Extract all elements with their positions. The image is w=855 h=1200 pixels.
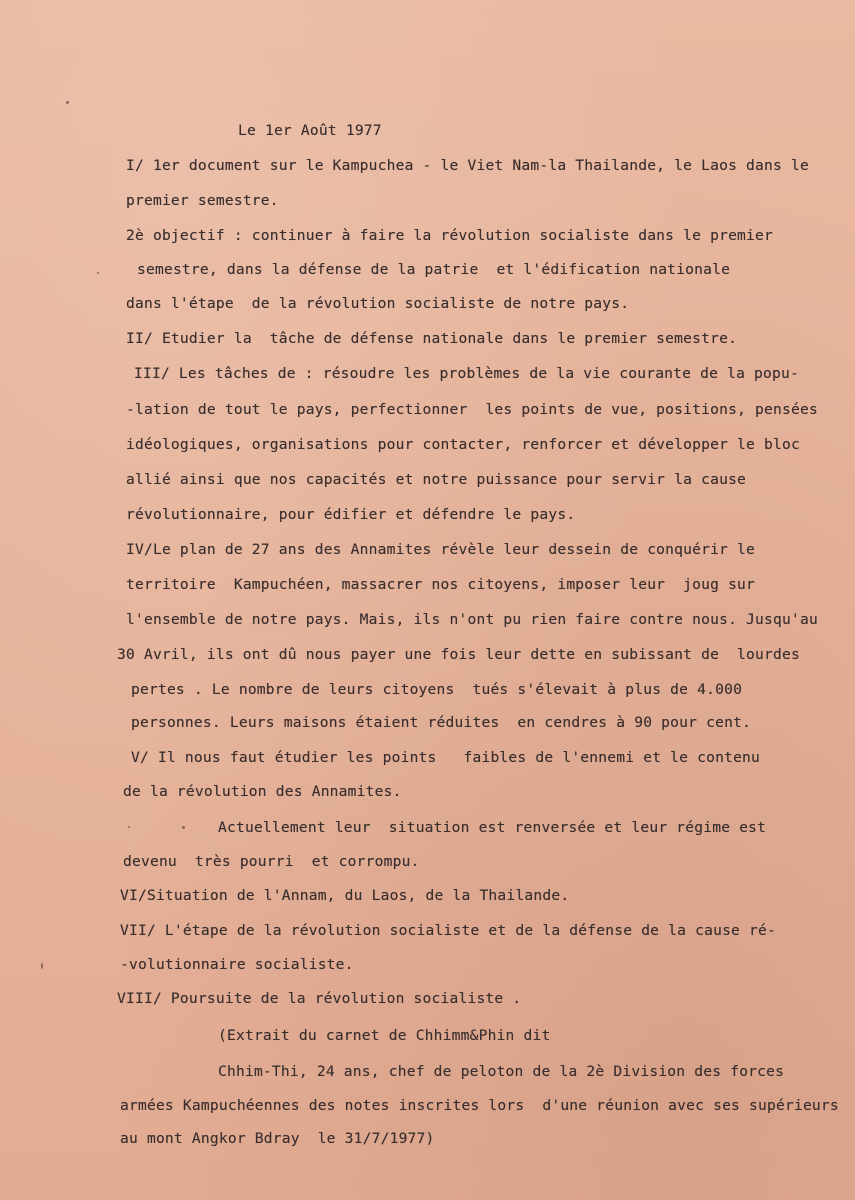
text-line: révolutionnaire, pour édifier et défendre le pays. [126,506,576,523]
text-line: personnes. Leurs maisons étaient réduites en cendres à 90 pour cent. [131,714,752,731]
paper-speck [66,101,69,104]
text-line: premier semestre. [126,192,279,209]
text-line: VIII/ Poursuite de la révolution socialiste . [117,990,522,1007]
text-line: VI/Situation de l'Annam, du Laos, de la Thailande. [120,887,570,904]
text-line: II/ Etudier la tâche de défense nationale dans le premier semestre. [126,330,738,347]
text-line: 30 Avril, ils ont dû nous payer une fois leur dette en subissant de lourdes [117,646,800,663]
text-line: pertes . Le nombre de leurs citoyens tués s'élevait à plus de 4.000 [131,681,743,698]
text-line: l'ensemble de notre pays. Mais, ils n'ont pu rien faire contre nous. Jusqu'au [126,611,818,628]
text-line: semestre, dans la défense de la patrie et l'édification nationale [137,261,731,278]
text-line: Actuellement leur situation est renversée et leur régime est [218,819,767,836]
paper-speck [128,826,130,828]
text-line: devenu très pourri et corrompu. [123,853,420,870]
text-line: allié ainsi que nos capacités et notre puissance pour servir la cause [126,471,747,488]
text-line: au mont Angkor Bdray le 31/7/1977) [120,1130,435,1147]
text-line: IV/Le plan de 27 ans des Annamites révèle leur dessein de conquérir le [126,541,756,558]
text-line: V/ Il nous faut étudier les points faibles de l'ennemi et le contenu [131,749,761,766]
paper-speck [97,272,99,274]
document-date: Le 1er Août 1977 [238,122,382,139]
text-line: Chhim-Thi, 24 ans, chef de peloton de la 2è Division des forces [218,1063,785,1080]
text-line: III/ Les tâches de : résoudre les problèmes de la vie courante de la popu- [134,365,799,382]
text-line: 2è objectif : continuer à faire la révolution socialiste dans le premier [126,227,774,244]
text-line: dans l'étape de la révolution socialiste de notre pays. [126,295,630,312]
paper-speck [182,826,185,829]
text-line: idéologiques, organisations pour contacter, renforcer et développer le bloc [126,436,800,453]
text-line: -lation de tout le pays, perfectionner les points de vue, positions, pensées [126,401,818,418]
text-line: territoire Kampuchéen, massacrer nos citoyens, imposer leur joug sur [126,576,756,593]
text-line: (Extrait du carnet de Chhimm&Phin dit [218,1027,551,1044]
text-line: de la révolution des Annamites. [123,783,402,800]
text-line: armées Kampuchéennes des notes inscrites lors d'une réunion avec ses supérieurs [120,1097,839,1114]
text-line: VII/ L'étape de la révolution socialiste et de la défense de la cause ré- [120,922,776,939]
text-line: -volutionnaire socialiste. [120,956,354,973]
text-line: I/ 1er document sur le Kampuchea - le Viet Nam-la Thailande, le Laos dans le [126,157,809,174]
paper-speck [41,963,43,969]
